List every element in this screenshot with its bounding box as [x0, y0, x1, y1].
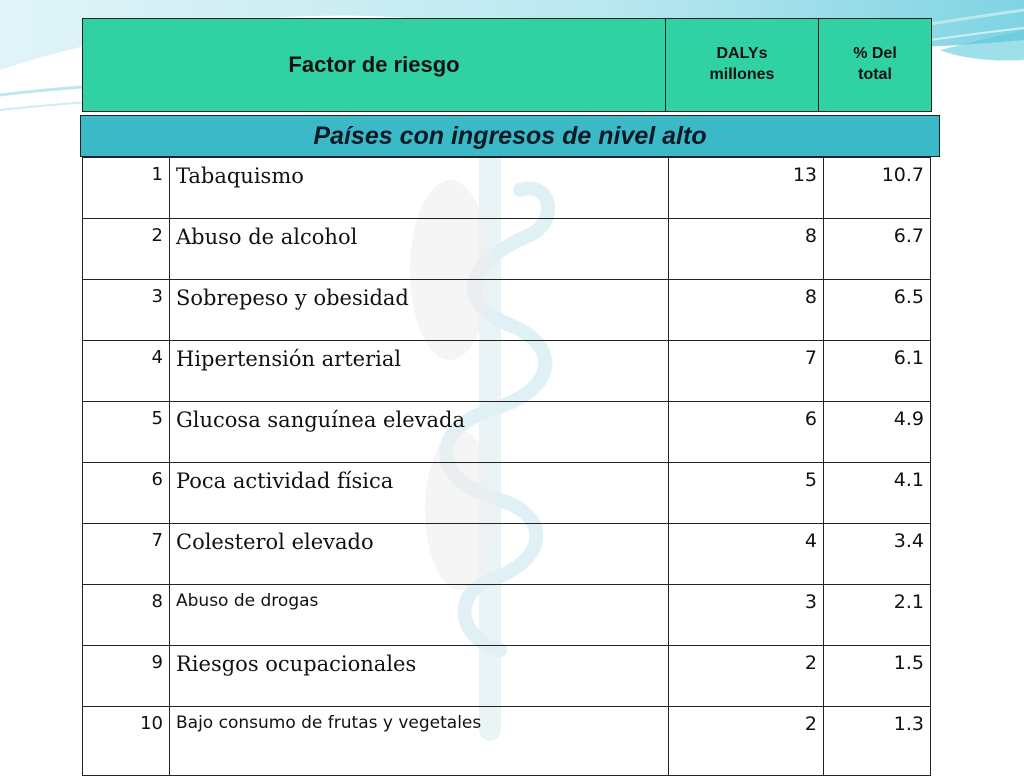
row-rank: 6 [83, 463, 170, 524]
risk-factor-rows [83, 158, 931, 776]
row-rank: 2 [83, 219, 170, 280]
header-pct-line2: total [858, 66, 892, 83]
row-dalys: 6 [669, 402, 824, 463]
row-dalys: 8 [669, 219, 824, 280]
row-pct: 1.5 [824, 646, 931, 707]
row-pct: 10.7 [824, 158, 931, 219]
risk-factor-table [82, 157, 931, 776]
row-factor: Riesgos ocupacionales [170, 646, 669, 707]
row-pct: 6.7 [824, 219, 931, 280]
row-rank: 9 [83, 646, 170, 707]
row-factor: Hipertensión arterial [170, 341, 669, 402]
row-pct: 6.5 [824, 280, 931, 341]
row-rank: 1 [83, 158, 170, 219]
row-factor: Bajo consumo de frutas y vegetales [170, 707, 669, 776]
row-rank: 7 [83, 524, 170, 585]
row-dalys: 13 [669, 158, 824, 219]
row-pct: 1.3 [824, 707, 931, 776]
row-factor: Abuso de alcohol [170, 219, 669, 280]
row-rank: 4 [83, 341, 170, 402]
header-pct-line1: % Del [853, 45, 897, 63]
header-dalys-line2: millones [709, 66, 775, 83]
row-factor: Poca actividad física [170, 463, 669, 524]
income-group-banner: Países con ingresos de nivel alto [80, 115, 940, 157]
row-factor: Tabaquismo [170, 158, 669, 219]
row-dalys: 5 [669, 463, 824, 524]
row-factor: Colesterol elevado [170, 524, 669, 585]
table-row [83, 463, 931, 524]
row-dalys: 8 [669, 280, 824, 341]
header-factor-label: Factor de riesgo [83, 19, 666, 112]
table-row [83, 341, 931, 402]
table-row [83, 219, 931, 280]
header-dalys [666, 19, 819, 112]
header-dalys-line1: DALYs [716, 45, 768, 63]
row-pct: 2.1 [824, 585, 931, 646]
row-dalys: 2 [669, 707, 824, 776]
header-table [82, 18, 932, 112]
table-row [83, 402, 931, 463]
row-rank: 5 [83, 402, 170, 463]
header-pct [819, 19, 932, 112]
table-row [83, 646, 931, 707]
row-dalys: 4 [669, 524, 824, 585]
row-pct: 6.1 [824, 341, 931, 402]
row-dalys: 2 [669, 646, 824, 707]
row-factor: Glucosa sanguínea elevada [170, 402, 669, 463]
table-row [83, 158, 931, 219]
row-pct: 4.1 [824, 463, 931, 524]
row-rank: 8 [83, 585, 170, 646]
row-dalys: 3 [669, 585, 824, 646]
table-row [83, 524, 931, 585]
row-rank: 3 [83, 280, 170, 341]
table-row [83, 280, 931, 341]
row-pct: 4.9 [824, 402, 931, 463]
row-dalys: 7 [669, 341, 824, 402]
row-pct: 3.4 [824, 524, 931, 585]
table-row [83, 707, 931, 776]
row-factor: Sobrepeso y obesidad [170, 280, 669, 341]
row-factor: Abuso de drogas [170, 585, 669, 646]
table-row [83, 585, 931, 646]
row-rank: 10 [83, 707, 170, 776]
